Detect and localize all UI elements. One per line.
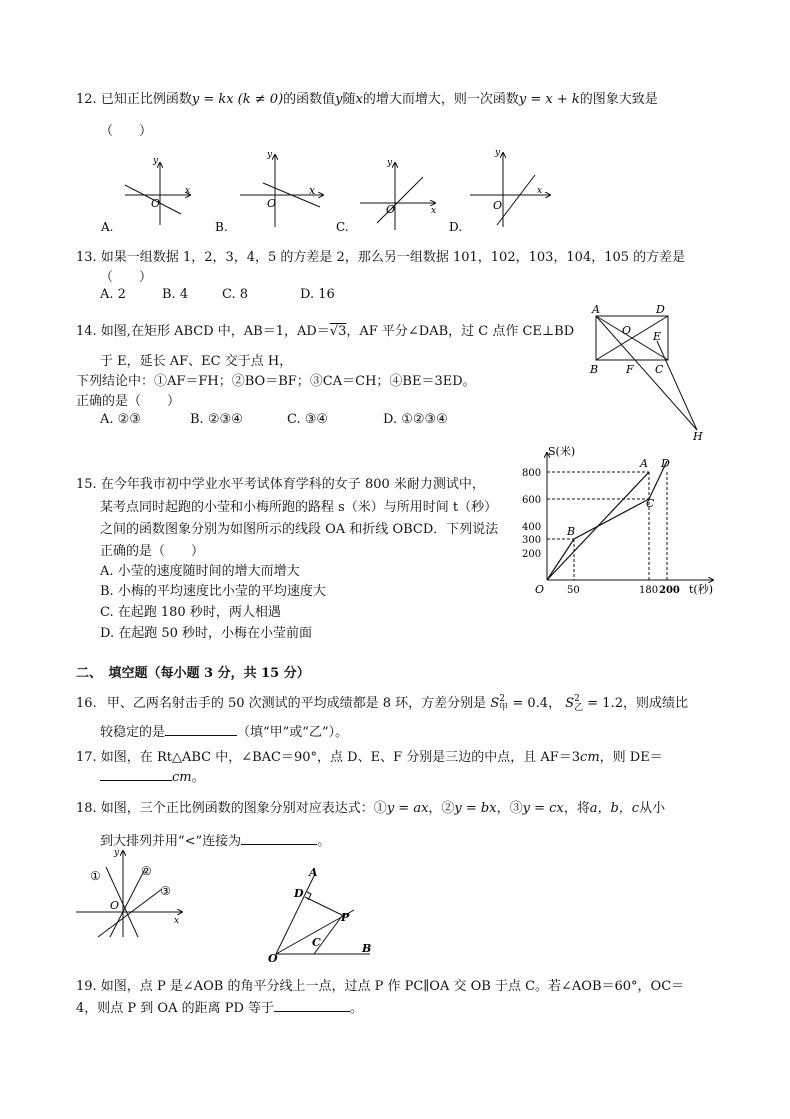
svg-text:③: ③ xyxy=(160,884,171,898)
svg-text:y: y xyxy=(495,148,501,158)
svg-text:O: O xyxy=(110,899,120,912)
q18-answer-blank[interactable] xyxy=(241,830,317,845)
svg-text:C: C xyxy=(312,936,321,949)
svg-text:D: D xyxy=(656,303,665,316)
svg-text:50: 50 xyxy=(567,585,580,596)
svg-text:180: 180 xyxy=(639,585,659,596)
q18-figure xyxy=(70,845,195,940)
q13-option-d: D. 16 xyxy=(300,287,335,302)
q19-line1: 19. 如图，点 P 是∠AOB 的角平分线上一点，过点 P 作 PC∥OA 交 OB 于点 C。若∠AOB＝60°，OC＝ xyxy=(76,979,685,994)
q15-option-b: B. 小梅的平均速度比小莹的平均速度大 xyxy=(100,584,326,599)
q17-line2: cm。 xyxy=(100,766,205,785)
q15-option-c: C. 在起跑 180 秒时，两人相遇 xyxy=(100,605,281,620)
q14-option-d: D. ①②③④ xyxy=(383,412,448,427)
svg-text:B: B xyxy=(567,525,576,538)
graph-d xyxy=(449,148,550,234)
svg-text:y: y xyxy=(267,150,273,160)
q14-line4: 正确的是（ ） xyxy=(76,394,181,409)
svg-text:①: ① xyxy=(90,869,101,883)
q17-line1: 17. 如图，在 Rt△ABC 中，∠BAC＝90°，点 D、E、F 分别是三边的中点，且 AF＝3cm，则 DE＝ xyxy=(76,750,663,765)
svg-text:C: C xyxy=(646,497,655,510)
svg-text:B: B xyxy=(590,363,599,376)
q15-line3: 之间的函数图象分别为如图所示的线段 OA 和折线 OBCD．下列说法 xyxy=(100,522,499,537)
svg-text:O: O xyxy=(151,197,161,210)
svg-text:A: A xyxy=(592,303,600,316)
svg-text:②: ② xyxy=(141,864,152,878)
svg-text:D.: D. xyxy=(449,220,463,234)
svg-text:y: y xyxy=(114,848,120,858)
svg-text:O: O xyxy=(622,324,632,337)
q19-answer-blank[interactable] xyxy=(274,997,350,1012)
q14-option-c: C. ③④ xyxy=(287,412,329,427)
svg-text:H: H xyxy=(693,430,703,443)
q15-line2: 某考点同时起跑的小莹和小梅所跑的路程 s（米）与所用时间 t（秒） xyxy=(100,500,498,515)
q12-graphs xyxy=(95,145,575,235)
graph-c xyxy=(336,158,436,234)
svg-text:200: 200 xyxy=(659,585,680,596)
svg-text:O: O xyxy=(493,199,503,212)
svg-text:A.: A. xyxy=(101,220,114,234)
svg-text:x: x xyxy=(309,184,316,197)
q14-line2: 于 E，延长 AF、EC 交于点 H， xyxy=(100,354,293,369)
svg-text:400: 400 xyxy=(522,522,542,533)
q16-line1: 16. 甲、乙两名射击手的 50 次测试的平均成绩都是 8 环，方差分别是 S 2 甲 = 0.4， S 2 乙 = 1.2，则成绩比 xyxy=(76,693,688,713)
svg-text:B: B xyxy=(362,942,372,955)
q14-line1: 14. 如图,在矩形 ABCD 中，AB＝1，AD＝√3，AF 平分∠DAB，过 C 点作 CE⊥BD xyxy=(76,324,575,339)
q16-line2: 较稳定的是 （填“甲”或“乙”）。 xyxy=(100,721,348,740)
svg-text:O: O xyxy=(535,583,545,596)
svg-text:D: D xyxy=(661,457,670,470)
q16-answer-blank[interactable] xyxy=(165,721,237,736)
q18-line2: 到大排列并用“<”连接为 。 xyxy=(100,830,330,849)
svg-text:F: F xyxy=(626,363,634,376)
q15-option-d: D. 在起跑 50 秒时，小梅在小莹前面 xyxy=(100,626,313,641)
svg-text:D: D xyxy=(294,887,304,900)
svg-text:x: x xyxy=(537,186,543,196)
svg-text:O: O xyxy=(386,203,396,216)
q13-text: 13. 如果一组数据 1，2，3，4，5 的方差是 2，那么另一组数据 101，102，103，104，105 的方差是 xyxy=(76,250,686,265)
q12-paren: （ ） xyxy=(100,124,153,139)
q19-line2: 4，则点 P 到 OA 的距离 PD 等于 。 xyxy=(76,997,363,1016)
q12-text: 12. 已知正比例函数y = kx (k ≠ 0)的函数值y随x的增大而增大，则一次函数y = x + k的图象大致是 xyxy=(76,92,658,107)
svg-text:E: E xyxy=(653,330,662,343)
svg-text:A: A xyxy=(309,866,318,879)
q15-line1: 15. 在今年我市初中学业水平考试体育学科的女子 800 米耐力测试中， xyxy=(76,477,485,492)
q14-option-b: B. ②③④ xyxy=(190,412,243,427)
q15-line4: 正确的是（ ） xyxy=(100,544,205,559)
q15-option-a: A. 小莹的速度随时间的增大而增大 xyxy=(100,564,300,579)
q15-graph xyxy=(515,445,720,605)
q12-expr1: y = kx (k ≠ 0) xyxy=(191,92,284,107)
svg-text:A: A xyxy=(640,457,648,470)
q14-option-a: A. ②③ xyxy=(100,412,141,427)
svg-text:C: C xyxy=(655,363,664,376)
svg-text:C.: C. xyxy=(336,220,349,234)
svg-text:t(秒): t(秒) xyxy=(689,583,714,596)
svg-text:S(米): S(米) xyxy=(548,445,576,458)
q13-option-b: B. 4 xyxy=(162,287,189,302)
svg-text:O: O xyxy=(268,952,278,964)
svg-text:y: y xyxy=(387,158,393,168)
q19-figure xyxy=(262,862,382,964)
svg-text:200: 200 xyxy=(522,549,542,560)
svg-text:x: x xyxy=(174,916,180,926)
q18-line1: 18. 如图，三个正比例函数的图象分别对应表达式：①y = ax，②y = bx，③y = cx，将a，b，c从小 xyxy=(76,801,666,816)
svg-text:300: 300 xyxy=(522,535,542,546)
q13-option-c: C. 8 xyxy=(222,287,249,302)
svg-text:P: P xyxy=(341,911,350,924)
graph-b xyxy=(215,150,323,234)
graph-a xyxy=(100,156,190,234)
q14-figure xyxy=(585,300,710,445)
q13-option-a: A. 2 xyxy=(100,287,126,302)
svg-text:x: x xyxy=(431,206,437,216)
q17-answer-blank[interactable] xyxy=(100,766,172,781)
q14-line3: 下列结论中：①AF＝FH；②BO＝BF；③CA＝CH；④BE＝3ED。 xyxy=(76,374,476,389)
svg-text:600: 600 xyxy=(522,495,542,506)
section2-title: 二、 填空题（每小题 3 分，共 15 分） xyxy=(76,666,310,681)
svg-text:O: O xyxy=(267,197,277,210)
svg-text:B.: B. xyxy=(215,220,228,234)
svg-text:y: y xyxy=(153,156,159,166)
q13-paren: （ ） xyxy=(100,270,153,285)
svg-text:x: x xyxy=(185,186,191,196)
svg-text:800: 800 xyxy=(522,468,542,479)
q12-expr2: y = x + k xyxy=(518,92,580,107)
